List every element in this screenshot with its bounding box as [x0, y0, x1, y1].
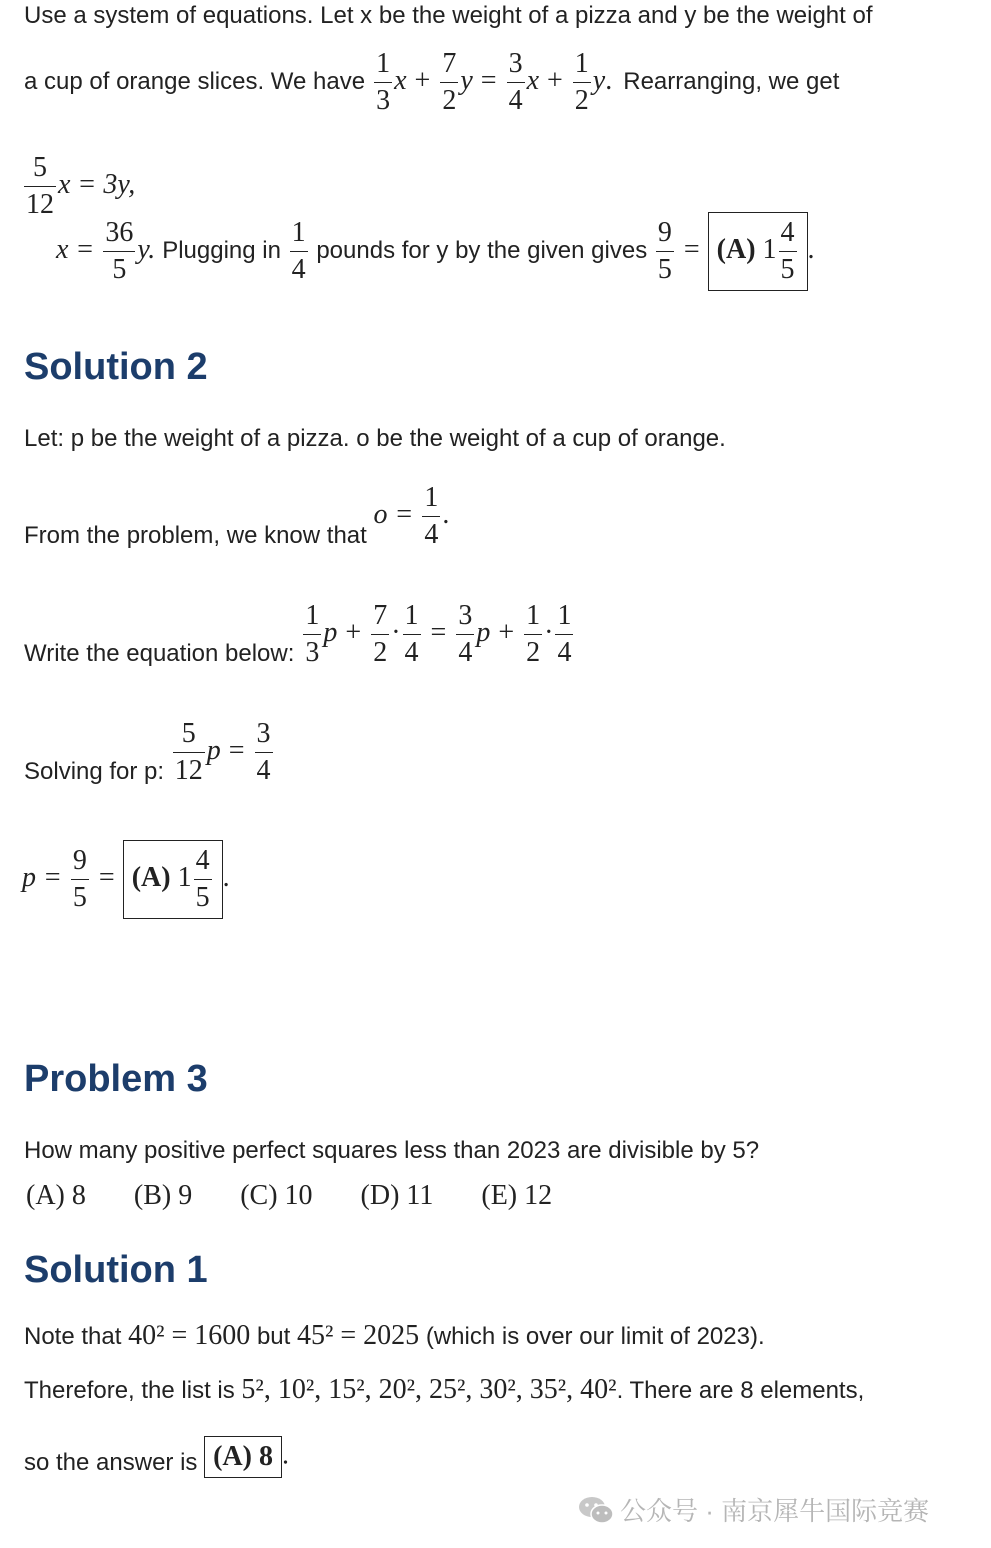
sol2-p-result: p = $\frac{9}{5}$ = (A) 1 $\frac{4}{5}$ .: [22, 840, 230, 919]
prob3-question: How many positive perfect squares less than 2023 are divisible by 5?: [24, 1137, 760, 1164]
sol1-final: $\frac{9}{5}$ = (A) 1 $\frac{4}{5}$ .: [654, 234, 815, 265]
choice-a: (A) 8: [26, 1180, 86, 1211]
sol2-write: Write the equation below: $\frac{1}{3}$ p + $\frac{7}{2}$ · $\frac{1}{4}$ = $\frac{3}{4}$ p + $\frac{1}{2}$ · $\frac{1}{4}$: [24, 600, 575, 669]
solution-2-heading: Solution 2: [24, 346, 208, 388]
sol3-answer: so the answer is (A) 8 .: [24, 1436, 289, 1478]
sol1-plug-post: pounds for y by the given gives: [316, 237, 648, 265]
sol1-line1: Use a system of equations. Let x be the weight of a pizza and y be the weight of: [24, 2, 873, 29]
solution-1-heading: Solution 1: [24, 1249, 208, 1291]
prob3-choices: [26, 1180, 600, 1212]
watermark: 公众号 · 南京犀牛国际竞赛: [578, 1491, 929, 1532]
sol1-eq1: $\frac{1}{3}$ x + $\frac{7}{2}$ y = $\frac{3}{4}$ x + $\frac{1}{2}$ y.: [376, 48, 613, 116]
sol1-eq3: x = $\frac{36}{5}$ y.: [56, 217, 156, 285]
sol1-line2: [24, 48, 839, 117]
sol2-solve: Solving for p: $\frac{5}{12}$ p = $\frac{3}{4}$: [24, 718, 271, 786]
choice-d: (D) 11: [360, 1180, 434, 1211]
sol1-line-plug: [56, 212, 815, 291]
problem-3-heading: Problem 3: [24, 1058, 208, 1100]
sol2-answer-box: (A) 1 $\frac{4}{5}$: [123, 840, 223, 919]
sol1-answer-box: (A) 1 $\frac{4}{5}$: [708, 212, 808, 291]
choice-b: (B) 9: [133, 1180, 193, 1211]
sol1-plug-pre: Plugging in: [162, 237, 281, 265]
choice-e: (E) 12: [481, 1180, 553, 1211]
wechat-icon: [578, 1495, 614, 1532]
sol3-answer-box: (A) 8: [204, 1436, 282, 1478]
sol1-line2-post: Rearranging, we get: [623, 68, 840, 96]
choice-c: (C) 10: [240, 1180, 313, 1211]
sol3-note: Note that 40² = 1600 but 45² = 2025 (which is over our limit of 2023).: [24, 1320, 765, 1351]
plug-frac: $\frac{1}{4}$: [291, 217, 306, 285]
sol3-list: Therefore, the list is 5², 10², 15², 20², 25², 30², 35², 40². There are 8 elements,: [24, 1374, 865, 1405]
sol2-equation: $\frac{1}{3}$ p + $\frac{7}{2}$ · $\frac{1}{4}$ = $\frac{3}{4}$ p + $\frac{1}{2}$ · $\frac{1}{4}$: [305, 600, 572, 668]
sol2-know: From the problem, we know that o = $\frac{1}{4}$ .: [24, 482, 450, 550]
sol2-let: Let: p be the weight of a pizza. o be the weight of a cup of orange.: [24, 425, 726, 452]
sol1-line2-pre: a cup of orange slices. We have: [24, 68, 366, 96]
sol1-eq2: $\frac{5}{12}$ x = 3y,: [26, 152, 136, 220]
